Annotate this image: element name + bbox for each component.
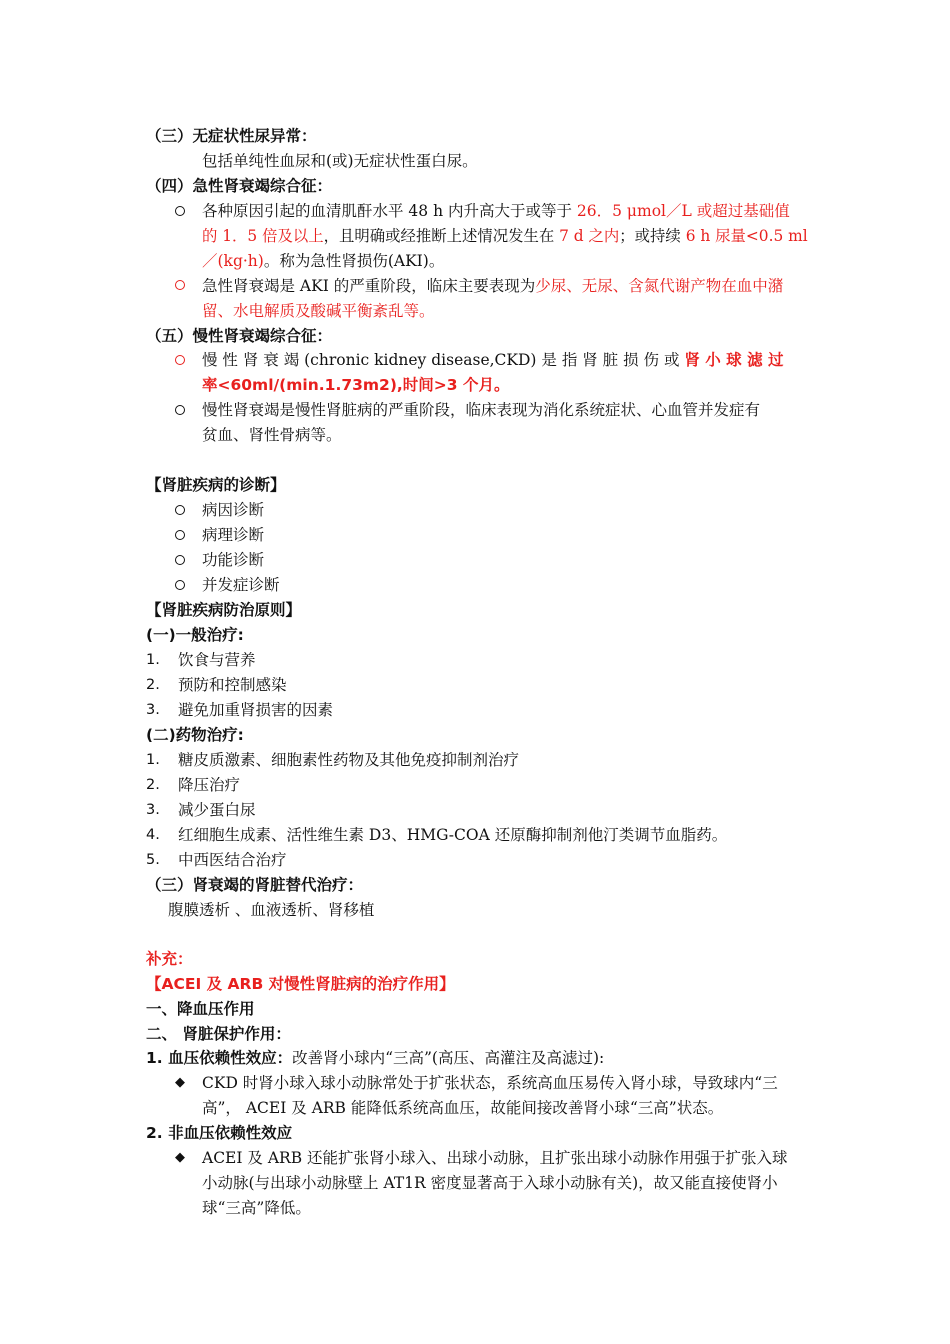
list-number: 2.: [146, 677, 160, 693]
list-number: 1.: [146, 652, 160, 668]
diagnosis-item: 病理诊断: [202, 526, 265, 544]
non-bp-bullet-line-1: ACEI 及 ARB 还能扩张肾小球入、出球小动脉，且扩张出球小动脉作用强于扩张入球: [202, 1149, 788, 1167]
supplement-label: 补充：: [146, 950, 193, 968]
list-number: 4.: [146, 827, 160, 843]
diamond-icon: ◆: [175, 1075, 185, 1090]
diagnosis-item: 功能诊断: [202, 551, 265, 569]
diagnosis-item: 并发症诊断: [202, 576, 280, 594]
list-number: 1.: [146, 752, 160, 768]
drug-item: 糖皮质激素、细胞素性药物及其他免疫抑制剂治疗: [178, 751, 520, 769]
list-number: 5.: [146, 852, 160, 868]
arf-line-2: 留、水电解质及酸碱平衡紊乱等。: [202, 302, 435, 320]
bp-dependent-title: 1. 血压依赖性效应：: [146, 1049, 293, 1067]
section-5-title: （五）慢性肾衰竭综合征：: [146, 327, 333, 345]
non-bp-dependent-title: 2. 非血压依赖性效应: [146, 1124, 293, 1142]
diagnosis-item: 病因诊断: [202, 501, 265, 519]
principles-title: 【肾脏疾病防治原则】: [146, 601, 302, 619]
diamond-icon: ◆: [175, 1150, 185, 1165]
hollow-circle-icon: [175, 280, 185, 290]
hollow-circle-icon: [175, 580, 185, 590]
aki-definition-line-3: [202, 251, 444, 271]
hollow-circle-icon: [175, 555, 185, 565]
general-treatment-title: (一)一般治疗:: [146, 626, 244, 644]
supplement-title: 【ACEI 及 ARB 对慢性肾脏病的治疗作用】: [146, 975, 455, 993]
heading-lower-bp: 一、降血压作用: [146, 1000, 255, 1018]
non-bp-bullet-line-3: 球“三高”降低。: [202, 1199, 311, 1217]
section-3-body: 包括单纯性血尿和(或)无症状性蛋白尿。: [202, 152, 478, 170]
general-item: 预防和控制感染: [178, 676, 287, 694]
arf-line-1: [202, 276, 783, 296]
aki-red-text: 6 h 尿量<0.5 ml: [685, 227, 808, 245]
aki-red-text: 的 1．5 倍及以上: [202, 227, 324, 245]
hollow-circle-icon: [175, 405, 185, 415]
ckd-red-text: 肾 小 球 滤 过: [684, 351, 784, 369]
hollow-circle-icon: [175, 206, 185, 216]
drug-item: 红细胞生成素、活性维生素 D3、HMG-COA 还原酶抑制剂他汀类调节血脂药。: [178, 826, 728, 844]
drug-treatment-title: (二)药物治疗:: [146, 726, 244, 744]
replacement-therapy-body: 腹膜透析 、血液透析、肾移植: [168, 901, 375, 919]
replacement-therapy-title: （三）肾衰竭的肾脏替代治疗：: [146, 876, 364, 894]
aki-text: 。称为急性肾损伤(AKI)。: [263, 252, 445, 270]
hollow-circle-icon: [175, 355, 185, 365]
general-item: 饮食与营养: [178, 651, 256, 669]
aki-definition-line-1: [202, 201, 790, 221]
ckd-text: 慢 性 肾 衰 竭 (chronic kidney disease,CKD) 是 指 肾 脏 损 伤 或: [202, 351, 685, 369]
ckd-definition-line-1: [202, 350, 783, 370]
list-number: 3.: [146, 702, 160, 718]
aki-definition-line-2: [202, 226, 808, 246]
bp-dependent-text: 改善肾小球内“三高”(高压、高灌注及高滤过):: [292, 1049, 605, 1067]
aki-red-text: ／(kg·h): [202, 252, 264, 270]
section-4-title: （四）急性肾衰竭综合征：: [146, 177, 333, 195]
non-bp-bullet-line-2: 小动脉(与出球小动脉壁上 AT1R 密度显著高于入球小动脉有关)，故又能直接使肾小: [202, 1174, 778, 1192]
list-number: 3.: [146, 802, 160, 818]
diagnosis-title: 【肾脏疾病的诊断】: [146, 476, 286, 494]
aki-red-text: 26．5 μmol／L 或超过基础值: [576, 202, 790, 220]
crf-line-1: 慢性肾衰竭是慢性肾脏病的严重阶段，临床表现为消化系统症状、心血管并发症有: [202, 401, 761, 419]
aki-red-text: 7 d 之内: [559, 227, 620, 245]
bp-dependent-bullet-line-2: 高”， ACEI 及 ARB 能降低系统高血压，故能间接改善肾小球“三高”状态。: [202, 1099, 724, 1117]
hollow-circle-icon: [175, 505, 185, 515]
hollow-circle-icon: [175, 530, 185, 540]
crf-line-2: 贫血、肾性骨病等。: [202, 426, 342, 444]
section-3-title: （三）无症状性尿异常：: [146, 127, 317, 145]
aki-text: ；或持续: [619, 227, 686, 245]
drug-item: 中西医结合治疗: [178, 851, 287, 869]
list-number: 2.: [146, 777, 160, 793]
heading-renal-protection: 二、 肾脏保护作用：: [146, 1025, 291, 1043]
arf-text: 急性肾衰竭是 AKI 的严重阶段，临床主要表现为: [202, 277, 536, 295]
aki-text: ，且明确或经推断上述情况发生在: [323, 227, 560, 245]
drug-item: 降压治疗: [178, 776, 241, 794]
bp-dependent-bullet-line-1: CKD 时肾小球入球小动脉常处于扩张状态，系统高血压易传入肾小球，导致球内“三: [202, 1074, 778, 1092]
bp-dependent-effect-line: [146, 1048, 604, 1068]
arf-red-text: 少尿、无尿、含氮代谢产物在血中潴: [535, 277, 784, 295]
general-item: 避免加重肾损害的因素: [178, 701, 334, 719]
ckd-definition-line-2: 率<60ml/(min.1.73m2),时间>3 个月。: [202, 376, 510, 394]
drug-item: 减少蛋白尿: [178, 801, 256, 819]
aki-text: 各种原因引起的血清肌酐水平 48 h 内升高大于或等于: [202, 202, 577, 220]
